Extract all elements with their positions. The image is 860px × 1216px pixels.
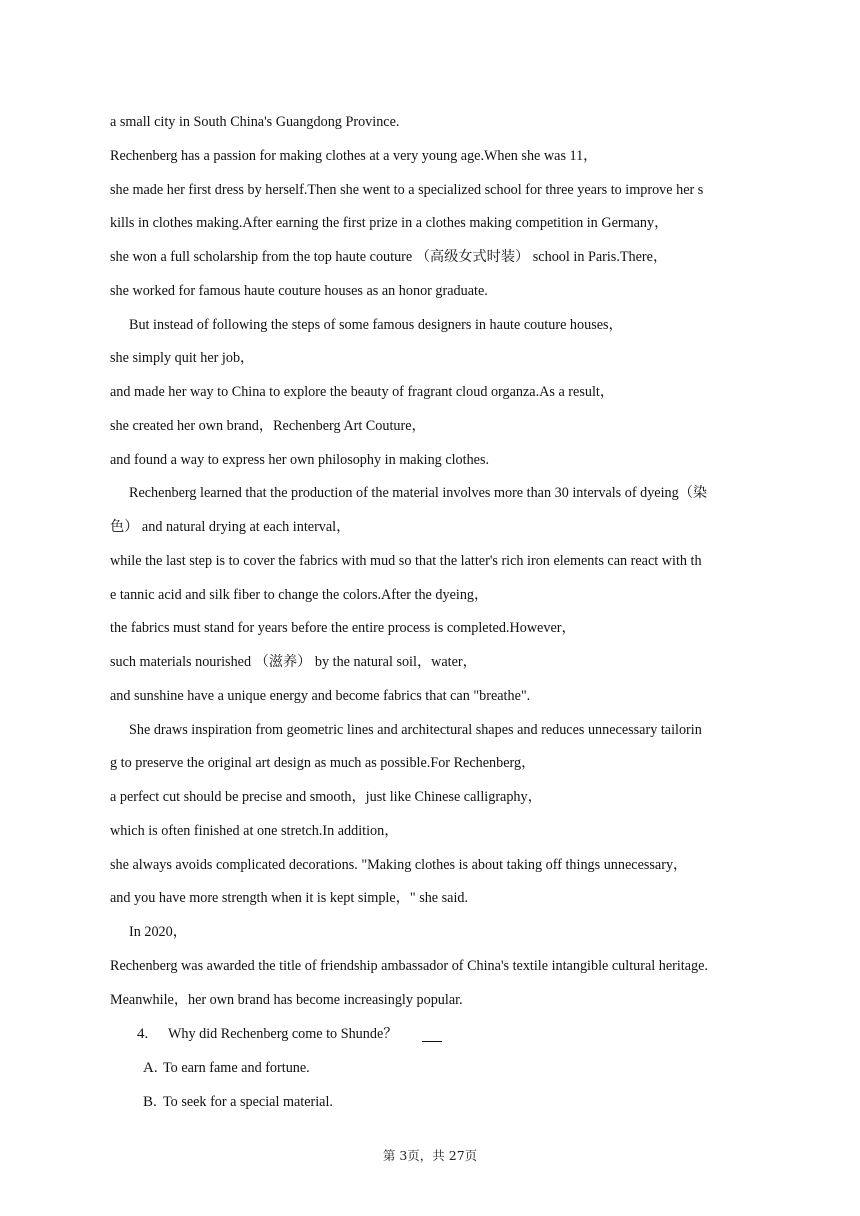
passage-line: and you have more strength when it is kept simple，" she said.	[110, 890, 469, 906]
answer-blank[interactable]	[422, 1041, 442, 1042]
passage-line: and made her way to China to explore the beauty of fragrant cloud organza.As a result，	[110, 384, 615, 400]
passage-line: which is often finished at one stretch.In addition，	[110, 823, 399, 839]
question-number: 4.	[137, 1026, 149, 1042]
passage-line: Meanwhile，her own brand has become increasingly popular.	[110, 992, 463, 1008]
passage-line: But instead of following the steps of some famous designers in haute couture houses，	[129, 317, 623, 333]
passage-line: e tannic acid and silk fiber to change the colors.After the dyeing，	[110, 587, 489, 603]
passage-line: Rechenberg learned that the production of the material involves more than 30 intervals of dyeing（染	[129, 485, 708, 501]
passage-line: she always avoids complicated decorations. "Making clothes is about taking off things unnecessary，	[110, 857, 688, 873]
passage-line: g to preserve the original art design as much as possible.For Rechenberg，	[110, 755, 536, 771]
passage-line: she created her own brand，Rechenberg Art Couture，	[110, 418, 426, 434]
passage-line: she simply quit her job，	[110, 350, 255, 366]
passage-line: Rechenberg was awarded the title of friendship ambassador of China's textile intangible cultural heritage.	[110, 958, 708, 974]
passage-line: In 2020，	[129, 924, 187, 940]
passage-line: the fabrics must stand for years before the entire process is completed.However，	[110, 620, 576, 636]
option-text: To seek for a special material.	[163, 1094, 333, 1110]
passage-line: and sunshine have a unique energy and become fabrics that can "breathe".	[110, 688, 531, 704]
passage-line: she worked for famous haute couture houses as an honor graduate.	[110, 283, 488, 299]
question-text: Why did Rechenberg come to Shunde？	[168, 1026, 398, 1042]
passage-line: a small city in South China's Guangdong Province.	[110, 114, 400, 130]
page-footer: 第 3页，共 27页	[382, 1148, 478, 1163]
passage-line: such materials nourished （滋养） by the natural soil，water，	[110, 654, 477, 670]
passage-line: a perfect cut should be precise and smooth，just like Chinese calligraphy，	[110, 789, 542, 805]
option-letter: B.	[143, 1094, 157, 1110]
passage-line: and found a way to express her own philosophy in making clothes.	[110, 452, 490, 468]
passage-line: Rechenberg has a passion for making clothes at a very young age.When she was 11，	[110, 148, 598, 164]
passage-line: kills in clothes making.After earning the first prize in a clothes making competition in Germany，	[110, 215, 669, 231]
option-text: To earn fame and fortune.	[163, 1060, 310, 1076]
option-letter: A.	[143, 1060, 158, 1076]
passage-line: she won a full scholarship from the top haute couture （高级女式时装） school in Paris.There，	[110, 249, 668, 265]
passage-line: she made her first dress by herself.Then she went to a specialized school for three years to improve her s	[110, 182, 704, 198]
passage-line: 色） and natural drying at each interval，	[110, 519, 351, 535]
passage-line: She draws inspiration from geometric lines and architectural shapes and reduces unnecessary tailorin	[129, 722, 702, 738]
passage-line: while the last step is to cover the fabrics with mud so that the latter's rich iron elements can react with th	[110, 553, 702, 569]
